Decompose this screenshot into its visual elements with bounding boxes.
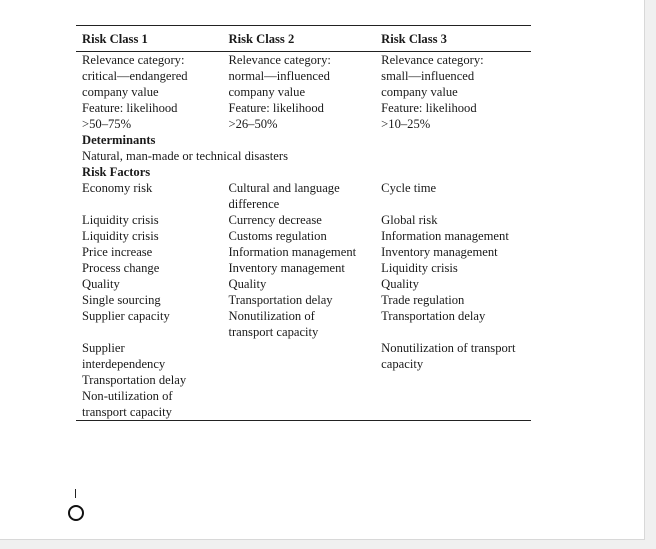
table-row	[76, 228, 531, 244]
cell-line: Non-utilization of	[82, 389, 173, 403]
table-cell: Trade regulation	[381, 293, 465, 307]
table-cell	[375, 388, 531, 421]
cell-line: Relevance category:	[82, 53, 185, 67]
table-cell: Global risk	[381, 213, 438, 227]
cell-line: capacity	[381, 357, 424, 371]
cell-line: >26–50%	[228, 117, 278, 131]
determinants-heading: Determinants	[82, 133, 156, 147]
table-row	[76, 388, 531, 421]
table-cell: Liquidity crisis	[82, 229, 159, 243]
relevance-cell-1	[76, 52, 222, 101]
header-risk-class-1: Risk Class 1	[76, 26, 222, 52]
cell-line: Feature: likelihood	[381, 101, 477, 115]
table-row	[76, 260, 531, 276]
table-cell	[222, 372, 375, 388]
table-cell	[76, 388, 222, 421]
feature-cell-2	[222, 100, 375, 132]
table-cell: Price increase	[82, 245, 153, 259]
relevance-cell-2	[222, 52, 375, 101]
relevance-row	[76, 52, 531, 101]
table-cell: Liquidity crisis	[381, 261, 458, 275]
cell-line: critical—endangered	[82, 69, 188, 83]
cell-line: Feature: likelihood	[228, 101, 324, 115]
table-cell: Inventory management	[381, 245, 498, 259]
feature-cell-3	[375, 100, 531, 132]
cell-line: company value	[381, 85, 458, 99]
cell-line: >50–75%	[82, 117, 132, 131]
risk-class-table	[76, 25, 531, 421]
cell-line: normal—influenced	[228, 69, 330, 83]
table-row	[76, 292, 531, 308]
table-cell	[375, 308, 531, 340]
table-cell: Single sourcing	[82, 293, 161, 307]
cell-line: >10–25%	[381, 117, 431, 131]
cell-line: Nonutilization of	[228, 309, 315, 323]
table-cell	[222, 340, 375, 372]
cell-line: difference	[228, 197, 280, 211]
cell-line: Cycle time	[381, 181, 437, 195]
text-cursor-caret	[75, 489, 76, 498]
header-row	[76, 26, 531, 52]
cell-line: Relevance category:	[381, 53, 484, 67]
cell-line: Relevance category:	[228, 53, 331, 67]
table-row	[76, 308, 531, 340]
table-cell: Quality	[228, 277, 267, 291]
cell-line: Supplier	[82, 341, 125, 355]
feature-cell-1	[76, 100, 222, 132]
cell-line: interdependency	[82, 357, 166, 371]
table-cell	[222, 308, 375, 340]
table-cell: Information management	[228, 245, 357, 259]
table-row	[76, 212, 531, 228]
cell-line: Supplier capacity	[82, 309, 170, 323]
table-cell	[76, 340, 222, 372]
determinants-row	[76, 148, 531, 164]
table-cell: Information management	[381, 229, 509, 243]
table-cell: Inventory management	[228, 261, 345, 275]
risk-factors-heading: Risk Factors	[82, 165, 151, 179]
table-cell	[375, 340, 531, 372]
cell-line: Nonutilization of transport	[381, 341, 516, 355]
cell-line: small—influenced	[381, 69, 475, 83]
table-cell: Transportation delay	[228, 293, 333, 307]
risk-factors-heading-row	[76, 164, 531, 180]
table-cell	[76, 308, 222, 340]
cell-line: transport capacity	[228, 325, 319, 339]
table-cell: Liquidity crisis	[82, 213, 159, 227]
table-cell	[375, 180, 531, 212]
cell-line: Economy risk	[82, 181, 153, 195]
table-cell: Quality	[82, 277, 120, 291]
table-cell: Customs regulation	[228, 229, 327, 243]
table-cell: Process change	[82, 261, 160, 275]
determinants-heading-row	[76, 132, 531, 148]
header-risk-class-2: Risk Class 2	[222, 26, 375, 52]
table-cell: Transportation delay	[82, 373, 187, 387]
table-cell	[375, 372, 531, 388]
cell-line: company value	[82, 85, 159, 99]
cell-line: Cultural and language	[228, 181, 340, 195]
table-cell	[222, 388, 375, 421]
table-row	[76, 276, 531, 292]
table-cell	[76, 180, 222, 212]
cell-line: company value	[228, 85, 306, 99]
header-risk-class-3: Risk Class 3	[375, 26, 531, 52]
table-cell: Currency decrease	[228, 213, 322, 227]
table-cell: Quality	[381, 277, 419, 291]
table-row	[76, 372, 531, 388]
mouse-cursor-circle-icon	[68, 505, 84, 521]
relevance-cell-3	[375, 52, 531, 101]
table-cell	[222, 180, 375, 212]
table-row	[76, 340, 531, 372]
feature-row	[76, 100, 531, 132]
cell-line: Feature: likelihood	[82, 101, 178, 115]
table-row	[76, 180, 531, 212]
determinants-text: Natural, man-made or technical disasters	[82, 149, 288, 163]
cell-line: transport capacity	[82, 405, 172, 419]
table-row	[76, 244, 531, 260]
cell-line: Transportation delay	[381, 309, 486, 323]
